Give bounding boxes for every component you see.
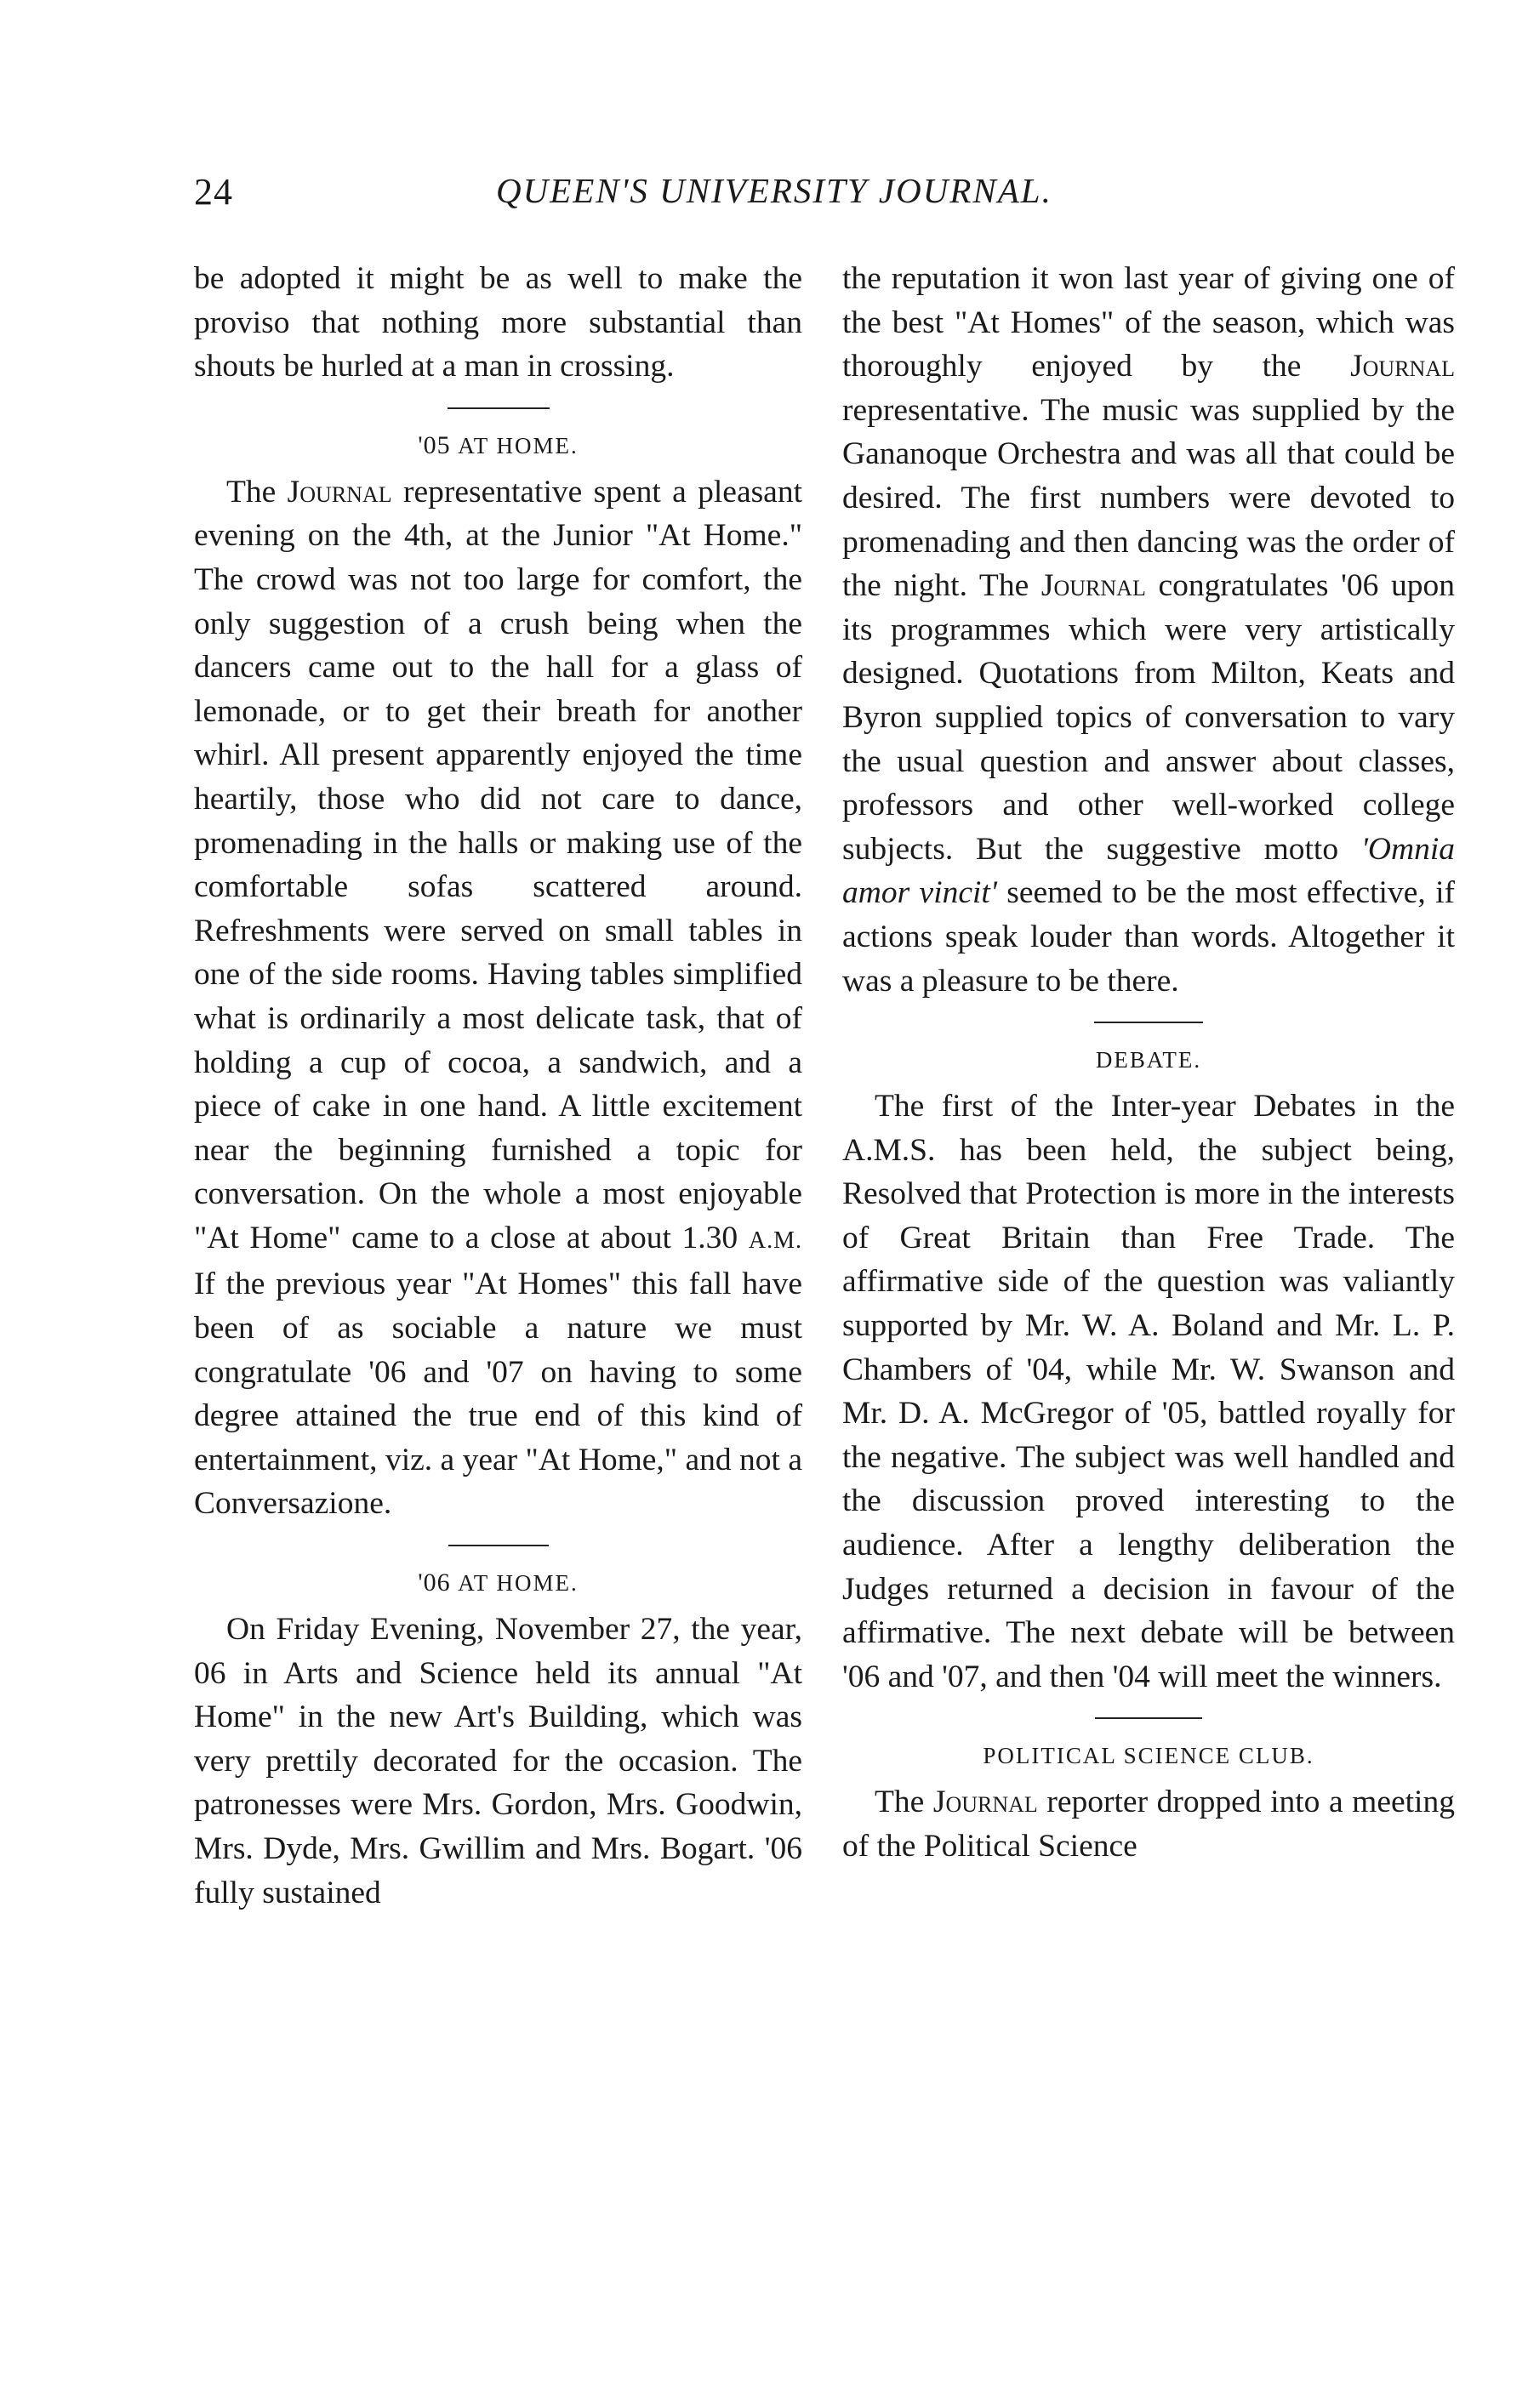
section-heading-political-science-club (842, 1734, 1455, 1777)
article-political-science-club (842, 1780, 1455, 1868)
heading-title: AT HOME. (458, 1570, 579, 1597)
article-text: representative. The music was supplied by the Gananoque Orchestra and was all that could be desired. The first numbers were devoted to promenading and then dancing was the order of the night. The (842, 392, 1455, 604)
section-divider (1095, 1717, 1202, 1719)
article-text: The (875, 1785, 933, 1820)
journal-name: Journal (287, 474, 392, 509)
running-head: QUEEN'S UNIVERSITY JOURNAL. (496, 171, 1052, 210)
article-06-at-home: On Friday Evening, November 27, the year, 06 in Arts and Science held its annual "At Home" in the new Art's Building, which was very prettily decorated for the occasion. The patronesses were Mrs. Gordon, Mrs. Goodwin, Mrs. Dyde, Mrs. Gwillim and Mrs. Bogart. '06 fully sustained (194, 1612, 802, 1910)
article-text: seemed to be the most effective, if actions speak louder than words. Altogether it was a pleasure to be there. (842, 875, 1455, 999)
section-divider (448, 1545, 549, 1546)
article-06-at-home-continued (842, 257, 1455, 1003)
article-text: the reputation it won last year of giving one of the best "At Homes" of the season, which was thoroughly enjoyed by the (842, 261, 1455, 384)
heading-title: POLITICAL SCIENCE CLUB. (983, 1743, 1314, 1769)
heading-year: '06 (418, 1568, 451, 1597)
article-05-at-home (194, 470, 802, 1526)
article-debate: The first of the Inter-year Debates in the A.M.S. has been held, the subject being, Resolved that Protection is more in the interests of Great Britain than Free Trade. The affirmative side of the question was valiantly supported by Mr. W. A. Boland and Mr. L. P. Chambers of '04, while Mr. W. Swanson and Mr. D. A. McGregor of '05, battled royally for the negative. The subject was well handled and the discussion proved interesting to the audience. After a lengthy deliberation the Judges returned a decision in favour of the affirmative. The next debate will be between '06 and '07, and then '04 will meet the winners. (842, 1089, 1455, 1694)
article-text: congratulates '06 upon its programmes which were very artistically designed. Quotations from Milton, Keats and Byron supplied topics of conversation to vary the usual question and answer about classes, professors and other well-worked college subjects. But the suggestive motto (842, 568, 1456, 867)
motto: 'Omnia amor vincit' (842, 831, 1455, 911)
section-divider (448, 407, 550, 409)
article-text: representative spent a pleasant evening on the 4th, at the Junior "At Home." The crowd was not too large for comfort, the only suggestion of a crush being when the dancers came out to the hall for a glass of lemonade, or to get their breath for another whirl. All present apparently enjoyed the time heartily, those who did not care to dance, promenading in the halls or making use of the comfortable sofas scattered around. Refreshments were served on small tables in one of the side rooms. Having tables simplified what is ordinarily a most delicate task, that of holding a cup of cocoa, a sandwich, and a piece of cake in one hand. A little excitement near the beginning furnished a topic for conversation. On the whole a most enjoyable "At Home" came to a close at about 1.30 (194, 474, 802, 1255)
page-header (194, 170, 1155, 221)
page-number: 24 (194, 171, 233, 213)
heading-year: '05 (418, 430, 451, 459)
time-abbreviation: A.M. (748, 1227, 802, 1254)
section-heading-05-at-home (194, 424, 802, 467)
journal-name: Journal (1350, 349, 1455, 384)
right-column (842, 257, 1455, 1869)
journal-name: Journal (932, 1785, 1038, 1820)
intro-paragraph: be adopted it might be as well to make the proviso that nothing more substantial than shouts be hurled at a man in crossing. (194, 261, 802, 384)
left-column (194, 257, 802, 1915)
heading-title: AT HOME. (458, 432, 579, 458)
section-divider (1094, 1022, 1203, 1023)
journal-name: Journal (1041, 568, 1146, 604)
section-heading-06-at-home (194, 1562, 802, 1604)
article-text: The (226, 474, 288, 509)
article-text: reporter dropped into a meeting of the Political Science (842, 1785, 1455, 1864)
heading-title: DEBATE. (1095, 1047, 1202, 1073)
section-heading-debate (842, 1039, 1455, 1081)
article-text: If the previous year "At Homes" this fall have been of as sociable a nature we must congratulate '06 and '07 on having to some degree attained the true end of this kind of entertainment, viz. a year "At Home," and not a Conversazione. (194, 1267, 802, 1522)
